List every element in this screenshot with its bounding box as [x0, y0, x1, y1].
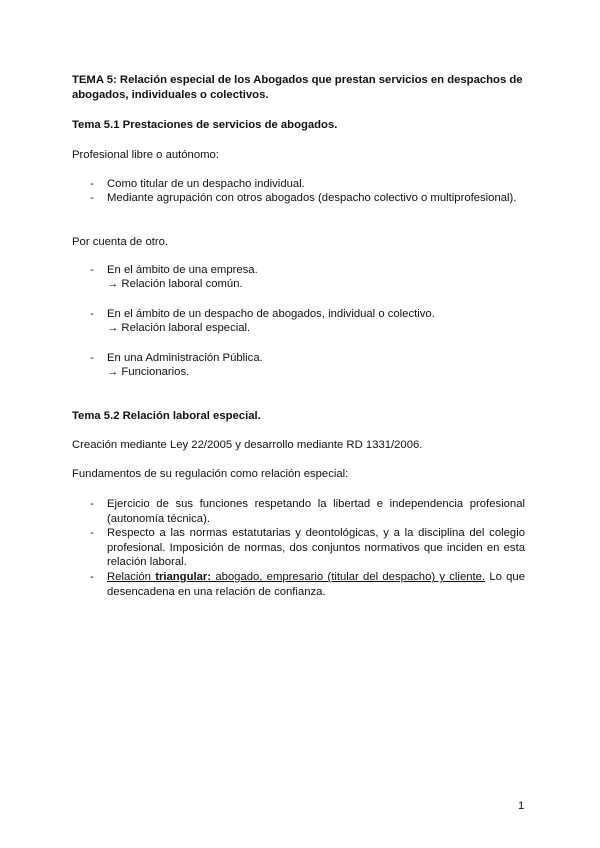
bullet-dash: - [90, 571, 94, 583]
fundamentos-label: Fundamentos de su regulación como relación especial: [72, 468, 349, 480]
bullet-dash: - [90, 352, 94, 364]
list-item-triangular [107, 570, 525, 599]
bullet-dash: - [90, 192, 94, 204]
page-number: 1 [518, 800, 525, 812]
triangular-prefix: Relación [107, 571, 156, 583]
list-item-sub: → Relación laboral común. [107, 278, 243, 290]
bullet-dash: - [90, 498, 94, 510]
bullet-dash: - [90, 527, 94, 539]
list-item: Respecto a las normas estatutarias y deontológicas, y a la disciplina del colegio profesional. Imposición de normas, dos conjuntos normativos que inciden en esta relación laboral. [107, 527, 525, 568]
section-heading-5-2: Tema 5.2 Relación laboral especial. [72, 410, 261, 422]
bullet-dash: - [90, 178, 94, 190]
ajena-label: Por cuenta de otro. [72, 236, 169, 248]
section-heading-5-1: Tema 5.1 Prestaciones de servicios de abogados. [72, 119, 338, 131]
creation-text: Creación mediante Ley 22/2005 y desarrollo mediante RD 1331/2006. [72, 439, 423, 451]
bullet-dash: - [90, 308, 94, 320]
list-item: Como titular de un despacho individual. [107, 178, 305, 190]
list-item-sub: → Funcionarios. [107, 366, 190, 378]
list-item: En el ámbito de un despacho de abogados, individual o colectivo. [107, 308, 435, 320]
triangular-underlined: abogado, empresario (titular del despacho) y cliente. [211, 571, 486, 583]
list-item-sub: → Relación laboral especial. [107, 322, 251, 334]
list-item: En una Administración Pública. [107, 352, 263, 364]
libre-label: Profesional libre o autónomo: [72, 149, 219, 161]
list-item: Ejercicio de sus funciones respetando la libertad e independencia profesional (autonomía técnica). [107, 498, 525, 525]
list-item: Mediante agrupación con otros abogados (despacho colectivo o multiprofesional). [107, 192, 517, 204]
bullet-dash: - [90, 264, 94, 276]
triangular-tail: Lo que desencadena en una relación de confianza. [107, 571, 525, 598]
triangular-bold: triangular: [155, 571, 212, 583]
list-item: En el ámbito de una empresa. [107, 264, 258, 276]
document-title: TEMA 5: Relación especial de los Abogados que prestan servicios en despachos de abogados, individuales o colectivos. [72, 74, 523, 101]
